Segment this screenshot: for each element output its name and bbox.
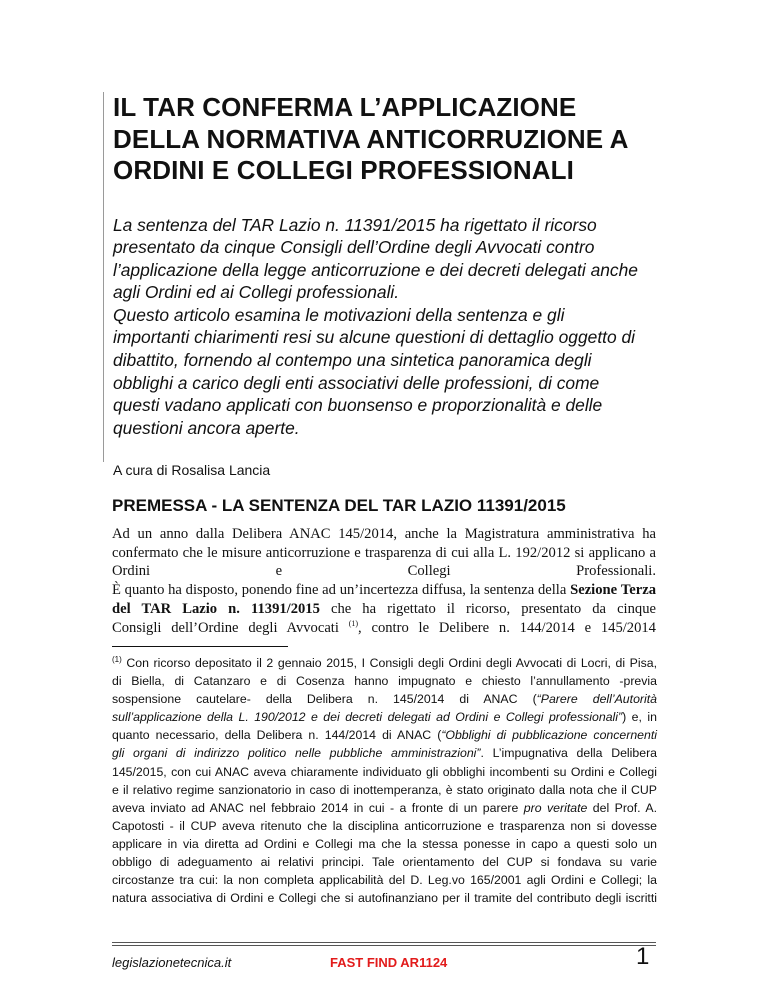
abstract-line: obblighi a carico degli enti associativi delle professioni, di come bbox=[113, 372, 600, 393]
paragraph-2-text: che ha rigettato il ricorso, presentato da cinque bbox=[319, 600, 656, 617]
footnote-line: applicare in via diretta ad Ordini e Collegi ma che la stessa ponesse in capo a questi solo un bbox=[112, 836, 657, 851]
abstract-line: l’applicazione della legge anticorruzione e dei decreti delegati anche bbox=[113, 259, 638, 280]
footnote-text: . L’impugnativa della Delibera bbox=[480, 746, 657, 761]
footnote bbox=[112, 654, 657, 907]
footnote-italic: “Parere dell’Autorità bbox=[536, 692, 657, 707]
paragraph-2 bbox=[112, 581, 656, 618]
footnote-line: di Biella, di Catanzaro e di Cosenza hanno impugnato e chiesto l’annullamento -previa bbox=[112, 674, 657, 689]
abstract-line: La sentenza del TAR Lazio n. 11391/2015 ha rigettato il ricorso bbox=[113, 214, 597, 235]
article-title bbox=[113, 92, 673, 187]
footer-fast-find-code: FAST FIND AR1124 bbox=[330, 955, 448, 970]
footnote-line bbox=[112, 744, 657, 762]
footnote-line bbox=[112, 726, 657, 744]
footnote-italic: sull’applicazione della L. 190/2012 e dei decreti delegati ad Ordini e Collegi professionali” bbox=[112, 710, 623, 725]
paragraph-2-text: È quanto ha disposto, ponendo fine ad un’incertezza diffusa, la sentenza della bbox=[112, 582, 571, 599]
abstract-line: agli Ordini ed ai Collegi professionali. bbox=[113, 282, 400, 303]
title-line: IL TAR CONFERMA L’APPLICAZIONE bbox=[113, 92, 577, 122]
footnote-line: 145/2015, con cui ANAC aveva chiaramente individuato gli obblighi incombenti su Ordini e Collegi bbox=[112, 764, 657, 779]
paragraph-2-text: , contro le Delibere n. 144/2014 e 145/2014 bbox=[358, 619, 656, 636]
footnote-italic: pro veritate bbox=[523, 800, 588, 815]
section-heading: PREMESSA - LA SENTENZA DEL TAR LAZIO 11391/2015 bbox=[112, 496, 566, 515]
footnote-reference[interactable]: (1) bbox=[348, 618, 359, 628]
bold-text: Sezione bbox=[570, 582, 618, 599]
article-header bbox=[103, 92, 673, 479]
paragraph-1: Ad un anno dalla Delibera ANAC 145/2014, anche la Magistratura amministrativa ha confermato che le misure anticorruzione e trasparenza di cui alla L. 192/2012 si applicano a Ordini e Collegi Professionali. bbox=[112, 526, 656, 580]
footnote-line: obbligo di adeguamento ai relativi principi. Tale orientamento del CUP si fondava su varie bbox=[112, 855, 657, 870]
footnote-text: quanto necessario, della Delibera n. 144/2014 di ANAC ( bbox=[112, 728, 442, 743]
footnote-italic: “Obblighi di pubblicazione concernenti bbox=[441, 728, 657, 743]
footnote-text: ) e, in bbox=[622, 710, 657, 725]
abstract-line: importanti chiarimenti resi su alcune questioni di dettaglio oggetto di bbox=[113, 327, 636, 348]
footnote-line bbox=[112, 654, 657, 672]
footer-divider bbox=[112, 942, 656, 946]
abstract-line: questioni ancora aperte. bbox=[113, 417, 300, 438]
paragraph-2-last-line bbox=[112, 619, 656, 638]
abstract-line: Questo articolo esamina le motivazioni della sentenza e gli bbox=[113, 304, 565, 325]
footer-site-name: legislazionetecnica.it bbox=[112, 955, 232, 970]
footnote-line bbox=[112, 799, 657, 817]
article-author: A cura di Rosalisa Lancia bbox=[113, 462, 271, 479]
footnote-divider bbox=[112, 646, 288, 647]
footnote-text: sospensione cautelare- della Delibera n. 145/2014 di ANAC ( bbox=[112, 692, 537, 707]
title-line: DELLA NORMATIVA ANTICORRUZIONE A bbox=[113, 123, 629, 154]
article-abstract bbox=[113, 214, 673, 440]
footnote-line: e il relativo regime sanzionatorio in caso di inottemperanza, è stato originato dalla nota che il CUP bbox=[112, 782, 657, 797]
footnote-text: Con ricorso depositato il 2 gennaio 2015, I Consigli degli Ordini degli Avvocati di Locri, di Pisa, bbox=[121, 656, 657, 670]
bold-text: Terza del TAR Lazio n. 11391/2015 bbox=[112, 582, 657, 617]
paragraph-2-text: Consigli dell’Ordine degli Avvocati bbox=[112, 619, 339, 636]
footnote-line: circostanze tra cui: la non completa applicabilità del D. Leg.vo 165/2001 agli Ordini e Collegi; la bbox=[112, 873, 657, 888]
abstract-line: questi vadano applicati con buonsenso e proporzionalità e delle bbox=[113, 395, 603, 416]
footnote-line bbox=[112, 690, 657, 708]
footnote-text: del Prof. A. bbox=[587, 800, 657, 815]
abstract-line: presentato da cinque Consigli dell’Ordine degli Avvocati contro bbox=[113, 237, 595, 258]
abstract-line: dibattito, fornendo al contempo una sintetica panoramica degli bbox=[113, 350, 592, 371]
footnote-italic: gli organi di indirizzo politico nelle pubbliche amministrazioni” bbox=[112, 746, 481, 761]
footnote-text: aveva inviato ad ANAC nel febbraio 2014 in cui - a fronte di un parere bbox=[112, 800, 524, 815]
footnote-line: Capotosti - il CUP aveva ritenuto che la disciplina anticorruzione e trasparenza non si dovesse bbox=[112, 818, 657, 833]
footnote-line: natura associativa di Ordini e Collegi che si autofinanziano per il tramite del contributo degli iscritti bbox=[112, 891, 657, 906]
title-line: ORDINI E COLLEGI PROFESSIONALI bbox=[113, 155, 574, 185]
footnote-line bbox=[112, 708, 657, 726]
body-text bbox=[112, 525, 656, 637]
page-number: 1 bbox=[636, 943, 650, 970]
footnote-marker: (1) bbox=[112, 654, 122, 664]
